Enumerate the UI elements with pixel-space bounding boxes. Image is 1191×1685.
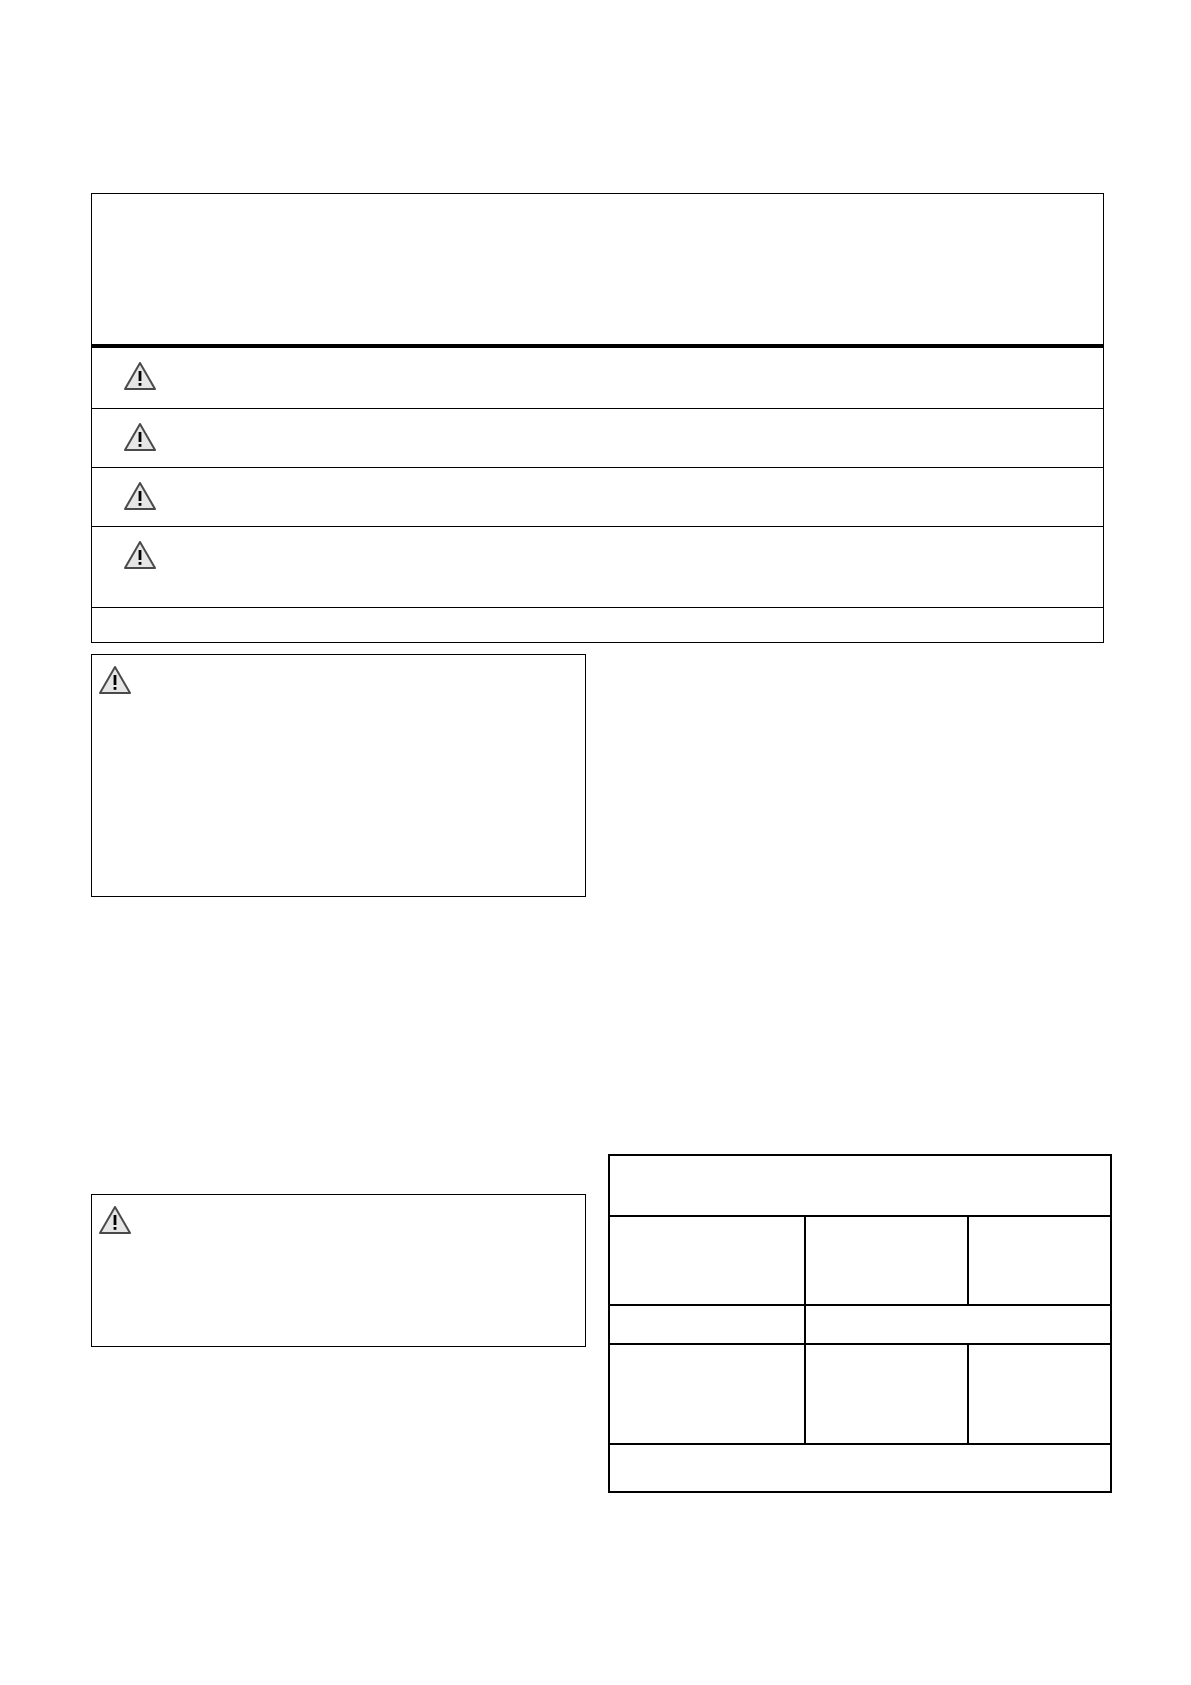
- warning-triangle-icon: [123, 361, 157, 391]
- warning-triangle-icon: [123, 540, 157, 570]
- warning-table-header: [92, 194, 1103, 348]
- warning-notice-box: [91, 654, 586, 897]
- table-cell: [969, 1345, 1112, 1443]
- warning-notice-box: [91, 1194, 586, 1347]
- table-cell: [610, 1306, 804, 1343]
- warning-triangle-icon: [98, 665, 132, 695]
- warning-table: [91, 193, 1104, 643]
- table-cell: [610, 1217, 804, 1304]
- table-cell: [806, 1306, 1112, 1343]
- warning-row: [92, 348, 1103, 409]
- warning-row: [92, 468, 1103, 527]
- spec-table-footer: [610, 1445, 1110, 1491]
- spec-table-title: [610, 1156, 1110, 1215]
- table-cell: [969, 1217, 1112, 1304]
- warning-row: [92, 409, 1103, 468]
- warning-triangle-icon: [123, 422, 157, 452]
- warning-triangle-icon: [123, 481, 157, 511]
- table-cell: [806, 1217, 967, 1304]
- warning-table-footer: [92, 608, 1103, 644]
- table-cell: [806, 1345, 967, 1443]
- table-cell: [610, 1345, 804, 1443]
- spec-table: [608, 1154, 1112, 1493]
- warning-triangle-icon: [98, 1205, 132, 1235]
- warning-row: [92, 527, 1103, 608]
